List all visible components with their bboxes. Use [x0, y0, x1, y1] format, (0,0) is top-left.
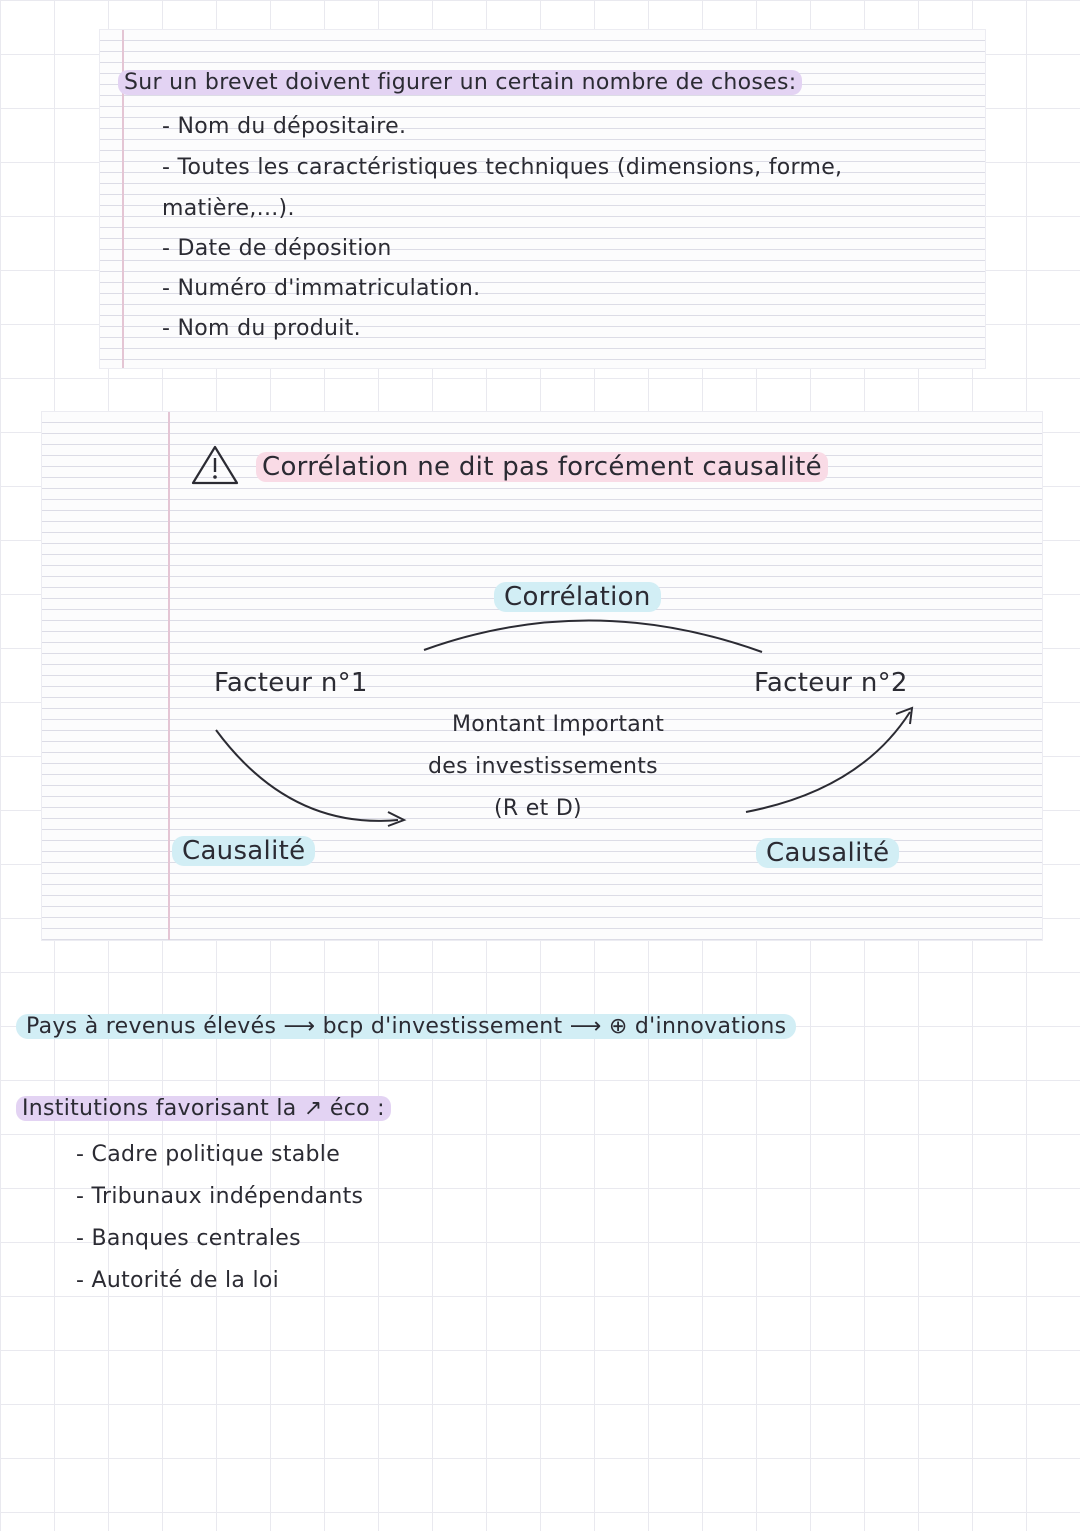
- brevet-item: matière,...).: [162, 196, 295, 221]
- causality-label-right: Causalité: [756, 838, 899, 868]
- brevet-item: - Nom du produit.: [162, 316, 361, 341]
- brevet-item: - Toutes les caractéristiques techniques (dimensions, forme,: [162, 155, 843, 180]
- institutions-heading: Institutions favorisant la ↗ éco :: [16, 1096, 391, 1121]
- institution-item: - Cadre politique stable: [76, 1142, 341, 1167]
- causality-arrow-right: [746, 712, 910, 812]
- center-text-line: Montant Important: [452, 712, 665, 737]
- factor-2-label: Facteur n°2: [754, 668, 908, 698]
- causality-label-left: Causalité: [172, 836, 315, 866]
- center-text-line: des investissements: [428, 754, 658, 779]
- correlation-label: Corrélation: [494, 582, 661, 612]
- causality-arrow-left: [216, 730, 398, 821]
- pays-statement: Pays à revenus élevés ⟶ bcp d'investissement ⟶ ⊕ d'innovations: [16, 1014, 796, 1039]
- warning-text: Corrélation ne dit pas forcément causalité: [256, 452, 828, 482]
- factor-1-label: Facteur n°1: [214, 668, 368, 698]
- institution-item: - Autorité de la loi: [76, 1268, 280, 1293]
- center-text-line: (R et D): [494, 796, 582, 821]
- institution-item: - Tribunaux indépendants: [76, 1184, 364, 1209]
- brevet-heading: Sur un brevet doivent figurer un certain nombre de choses:: [118, 70, 802, 95]
- brevet-item: - Nom du dépositaire.: [162, 114, 407, 139]
- causality-arrowhead-left: [388, 812, 404, 826]
- institution-item: - Banques centrales: [76, 1226, 301, 1251]
- brevet-item: - Numéro d'immatriculation.: [162, 276, 481, 301]
- brevet-item: - Date de déposition: [162, 236, 392, 261]
- correlation-arc: [424, 620, 762, 652]
